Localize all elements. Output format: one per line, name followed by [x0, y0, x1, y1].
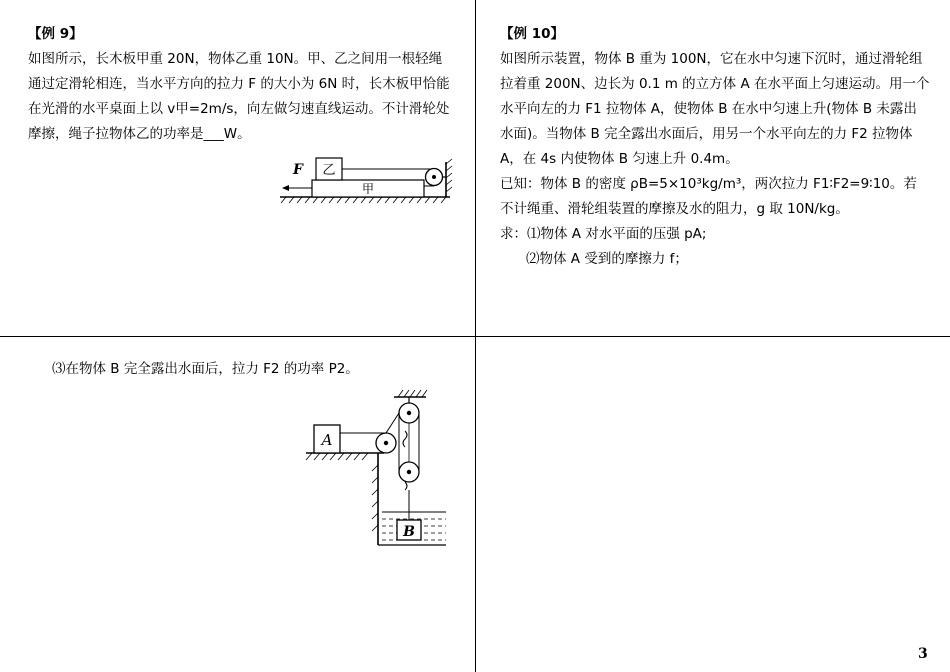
question-3: ⑶在物体 B 完全露出水面后，拉力 F2 的功率 P2。: [52, 361, 359, 377]
force-f-label: F: [293, 162, 303, 178]
example-10-panel: [500, 22, 930, 272]
example-9-text: 如图所示，长木板甲重 20N，物体乙重 10N。甲、乙之间用一根轻绳通过定滑轮相连，当水平方向的拉力 F 的大小为 6N 时，长木板甲恰能在光滑的水平桌面上以 v甲=2m/s，向左做匀速直线运动。不计滑轮处摩擦，绳子拉物体乙的功率是___W。: [28, 51, 450, 142]
example-9-figure: [276, 150, 456, 206]
example-10-heading: 【例 10】: [500, 26, 564, 42]
question-1: 求：⑴物体 A 对水平面的压强 pA;: [500, 226, 707, 242]
example-10-known: 已知：物体 B 的密度 ρB=5×10³kg/m³，两次拉力 F1∶F2=9∶10。若不计绳重、滑轮组装置的摩擦及水的阻力，g 取 10N/kg。: [500, 176, 917, 217]
question-2: ⑵物体 A 受到的摩擦力 f；: [526, 251, 688, 267]
example-10-text: 如图所示装置，物体 B 重为 100N，它在水中匀速下沉时，通过滑轮组拉着重 200N、边长为 0.1 m 的立方体 A 在水平面上匀速运动。用一个水平向左的力 F1 拉物体 A，使物体 B 在水中匀速上升(物体 B 未露出水面)。当物体 B 完全露出水面后，用另一个水平向左的力 F2 拉物体 A，在 4s 内使物体 B 匀速上升 0.4m。: [500, 51, 930, 167]
block-b-label: B: [403, 524, 415, 540]
example-10-figure: [300, 385, 460, 555]
example-9-heading: 【例 9】: [28, 26, 83, 42]
force-arrow-icon: [282, 185, 289, 191]
example-10-continued-panel: [52, 357, 452, 382]
block-a-label: A: [321, 431, 333, 449]
horizontal-divider: [0, 336, 950, 337]
block-yi-label: 乙: [322, 163, 336, 178]
page-number: 3: [918, 646, 928, 662]
example-9-panel: [28, 22, 453, 147]
board-jia-label: 甲: [361, 182, 375, 196]
